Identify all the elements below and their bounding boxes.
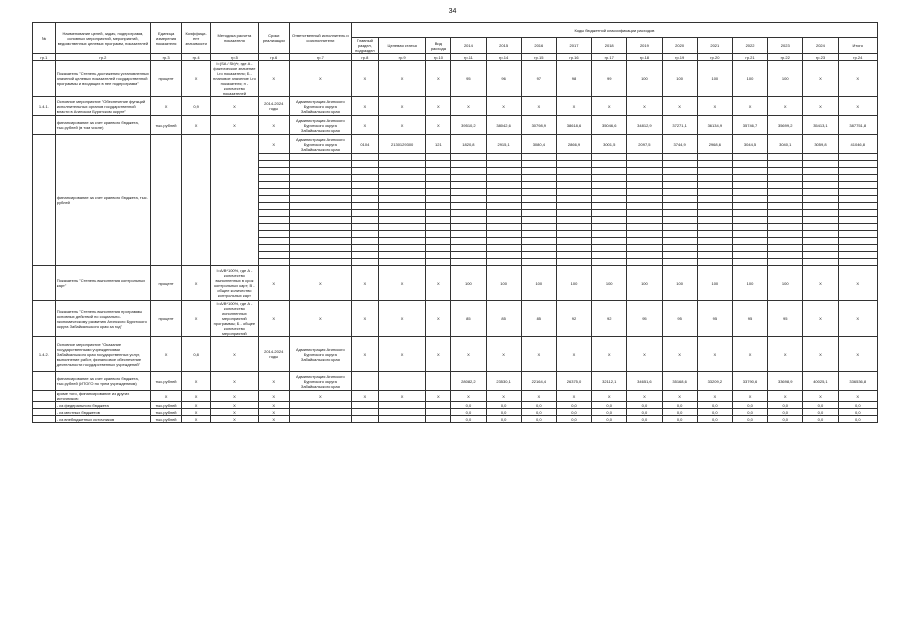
header-term: Сроки реализации xyxy=(258,23,289,54)
row-name: - из внебюджетных источников xyxy=(55,416,150,423)
row-value: 97 xyxy=(521,61,556,97)
row-name: Основное мероприятие "Обеспечение функций исполнительных органов государственной власти в Агинском Бурятском округе" xyxy=(55,97,150,116)
row-vr: 121 xyxy=(426,135,451,154)
col-num: гр.14 xyxy=(486,54,521,61)
row-name: кроме того, финансирование из других источников: xyxy=(55,391,150,402)
row-value: 100 xyxy=(627,61,662,97)
col-num: гр.15 xyxy=(521,54,556,61)
row-value: X xyxy=(803,301,838,337)
row-name: финансирование за счет краевого бюджета, тыс.рублей (в том числе) xyxy=(55,116,150,135)
col-num: гр.3 xyxy=(151,54,182,61)
row-value: 100 xyxy=(556,266,591,301)
col-num: гр.8 xyxy=(351,54,378,61)
row-value: X xyxy=(803,61,838,97)
col-num: гр.10 xyxy=(426,54,451,61)
row-value: 95 xyxy=(627,301,662,337)
row-value: 100 xyxy=(592,266,627,301)
header-vr: Вид расхода xyxy=(426,38,451,54)
header-codes: Коды бюджетной классификации расходов xyxy=(351,23,877,38)
header-method: Методика расчета показателя xyxy=(211,23,259,54)
table-row: финансирование за счет краевого бюджета, тыс.рублей (в том числе) тыс.рублей X X X Администрация Агинского Бурятского округа Забайкальского края X X X 39510,2 38042,6 30798,9 38618,6 35046,6 34812,9 37271,1 36134,9 35746,7 35699,2 35413,1 387751,8 xyxy=(33,116,878,135)
row-value: 32112,1 xyxy=(592,372,627,391)
col-num: гр.20 xyxy=(697,54,732,61)
budget-table xyxy=(32,22,878,423)
page-number: 34 xyxy=(448,8,457,15)
row-exec: Администрация Агинского Бурятского округа Забайкальского края xyxy=(289,337,351,372)
row-value: 100 xyxy=(662,61,697,97)
row-value: 37271,1 xyxy=(662,116,697,135)
row-value: 23530,1 xyxy=(486,372,521,391)
row-value: 33698,9 xyxy=(768,372,803,391)
row-value: 92 xyxy=(556,301,591,337)
header-year: 2016 xyxy=(521,38,556,54)
table-row: кроме того, финансирование из других источников: X X X X X X X X X X X X X X X X X X X X xyxy=(33,391,878,402)
row-value: 41046,8 xyxy=(838,135,877,154)
header-unit: Единица измерения показателя xyxy=(151,23,182,54)
col-num: гр.23 xyxy=(803,54,838,61)
col-num: гр.7 xyxy=(289,54,351,61)
column-number-row xyxy=(33,54,878,61)
header-year: 2024 xyxy=(803,38,838,54)
row-value: 3001,5 xyxy=(592,135,627,154)
row-value: 99 xyxy=(592,61,627,97)
row-value: 40025,1 xyxy=(803,372,838,391)
row-name: финансирование за счет краевого бюджета, тыс. рублей xyxy=(55,135,150,266)
row-name: - из федерального бюджета xyxy=(55,402,150,409)
row-unit: процент xyxy=(151,301,182,337)
row-value: 95 xyxy=(768,301,803,337)
row-value: 387751,8 xyxy=(838,116,877,135)
header-year: 2022 xyxy=(732,38,767,54)
col-num: гр.24 xyxy=(838,54,877,61)
header-year: 2019 xyxy=(627,38,662,54)
row-unit: процент xyxy=(151,266,182,301)
row-unit: тыс.рублей xyxy=(151,409,182,416)
table-row: 1.4.1. Основное мероприятие "Обеспечение функций исполнительных органов государственной власти в Агинском Бурятском округе" X 0,9 X 2014-2024 годы Администрация Агинского Бурятского округа Забайкальского края X X X X X X X X X X X X X X X xyxy=(33,97,878,116)
row-value: 28082,2 xyxy=(451,372,486,391)
col-num: гр.6 xyxy=(258,54,289,61)
row-value: 2866,9 xyxy=(556,135,591,154)
row-unit: тыс.рублей xyxy=(151,416,182,423)
header-year: 2020 xyxy=(662,38,697,54)
row-value: 95 xyxy=(451,61,486,97)
col-num: гр.18 xyxy=(627,54,662,61)
row-exec: Администрация Агинского Бурятского округа Забайкальского края xyxy=(289,116,351,135)
row-name: Основное мероприятие "Оказание государственными учреждениями Забайкальского края государственных услуг, выполнение работ, финансовое обеспечение деятельности государственных учреждений" xyxy=(55,337,150,372)
row-value: 96 xyxy=(486,61,521,97)
table-row: финансирование за счет краевого бюджета, тыс. рублей X Администрация Агинского Бурятского округа Забайкальского края 0104 2130129300 121 1820,8 2915,1 3080,4 2866,9 3001,5 2097,5 3744,9 2968,6 3044,5 3040,1 3059,8 41046,8 xyxy=(33,135,878,154)
row-value: 95 xyxy=(662,301,697,337)
row-value: 85 xyxy=(486,301,521,337)
header-year: 2014 xyxy=(451,38,486,54)
row-value: 35699,2 xyxy=(768,116,803,135)
row-value: 3059,8 xyxy=(803,135,838,154)
header-year: 2021 xyxy=(697,38,732,54)
row-term: 2014-2024 годы xyxy=(258,337,289,372)
row-value: 100 xyxy=(486,266,521,301)
table-row: - из федерального бюджета тыс.рублей X X X 0,0 0,0 0,0 0,0 0,0 0,0 0,0 0,0 0,0 0,0 0,0 0,0 xyxy=(33,402,878,409)
row-value: 336536,8 xyxy=(838,372,877,391)
col-num: гр.4 xyxy=(182,54,211,61)
row-name: - из местных бюджетов xyxy=(55,409,150,416)
row-value: 100 xyxy=(451,266,486,301)
header-exec: Ответственный исполнитель и соисполнители xyxy=(289,23,351,54)
row-value: 3040,1 xyxy=(768,135,803,154)
table-row: финансирование за счет краевого бюджета, тыс.рублей (ИТОГО по трем учреждениям) тыс.рублей X X X Администрация Агинского Бурятского округа Забайкальского края 28082,2 23530,1 22164,4 26375,0 32112,1 34651,6 35168,6 33209,2 33790,6 33698,9 40025,1 336536,8 xyxy=(33,372,878,391)
row-value: 100 xyxy=(768,61,803,97)
header-grbs: Главный раздел, подраздел xyxy=(351,38,378,54)
row-unit: тыс.рублей xyxy=(151,372,182,391)
table-row: - из внебюджетных источников тыс.рублей X X X 0,0 0,0 0,0 0,0 0,0 0,0 0,0 0,0 0,0 0,0 0,0 0,0 xyxy=(33,416,878,423)
row-name: Показатель "Степень достижения установленных значений целевых показателей государственной программы и входящих в нее подпрограмм" xyxy=(55,61,150,97)
row-value: 30798,9 xyxy=(521,116,556,135)
row-method: I=(SA / Sb)*r, где A - фактическое значение i-го показателя; Б - плановое значение i-го показателя; п - количество показателей xyxy=(211,61,259,97)
row-value: 100 xyxy=(768,266,803,301)
row-number: 1.4.1. xyxy=(33,97,56,116)
row-exec: Администрация Агинского Бурятского округа Забайкальского края xyxy=(289,135,351,154)
row-value: 35746,7 xyxy=(732,116,767,135)
col-num: гр.9 xyxy=(378,54,426,61)
row-number: 1.4.2. xyxy=(33,337,56,372)
table-row: 1.4.2. Основное мероприятие "Оказание государственными учреждениями Забайкальского края государственных услуг, выполнение работ, финансовое обеспечение деятельности государственных учреждений" X 0,8 X 2014-2024 годы Администрация Агинского Бурятского округа Забайкальского края X X X X X X X X X X X X X X X xyxy=(33,337,878,372)
row-method: I=A/B*100%, где A - количество выполненных в срок контрольных карт; B - общее количество контрольных карт xyxy=(211,266,259,301)
row-unit: тыс.рублей xyxy=(151,402,182,409)
header-row-1 xyxy=(33,23,878,38)
row-value: 34651,6 xyxy=(627,372,662,391)
row-value: 1820,8 xyxy=(451,135,486,154)
row-value: 35046,6 xyxy=(592,116,627,135)
row-value: 26375,0 xyxy=(556,372,591,391)
row-value: 36134,9 xyxy=(697,116,732,135)
row-grbs: 0104 xyxy=(351,135,378,154)
header-no: № xyxy=(33,23,56,54)
col-num: гр.21 xyxy=(732,54,767,61)
row-unit: процент xyxy=(151,61,182,97)
table-row: Показатель "Степень выполнения программы основных действий по социально-экономическому развитию Агинского Бурятского округа Забайкальского края за год" процент X I=A/B*100%, где A - количество исполненных мероприятий программы; Б - общее количество мероприятий X X X X X 85 85 85 92 92 95 95 95 95 95 X X xyxy=(33,301,878,337)
header-year: 2015 xyxy=(486,38,521,54)
table-row: Показатель "Степень достижения установленных значений целевых показателей государственной программы и входящих в нее подпрограмм" процент X I=(SA / Sb)*r, где A - фактическое значение i-го показателя; Б - плановое значение i-го показателя; п - количество показателей X X X X X 95 96 97 98 99 100 100 100 100 100 X X xyxy=(33,61,878,97)
row-value: 33209,2 xyxy=(697,372,732,391)
row-value: 38042,6 xyxy=(486,116,521,135)
row-value: 100 xyxy=(732,266,767,301)
row-value: 92 xyxy=(592,301,627,337)
col-num: гр.1 xyxy=(33,54,56,61)
table-row: Показатель "Степень выполнения контрольных карт" процент X I=A/B*100%, где A - количество выполненных в срок контрольных карт; B - общее количество контрольных карт X X X X X 100 100 100 100 100 100 100 100 100 100 X X xyxy=(33,266,878,301)
col-num: гр.17 xyxy=(592,54,627,61)
row-value: 3080,4 xyxy=(521,135,556,154)
col-num: гр.19 xyxy=(662,54,697,61)
table-row: - из местных бюджетов тыс.рублей X X X 0,0 0,0 0,0 0,0 0,0 0,0 0,0 0,0 0,0 0,0 0,0 0,0 xyxy=(33,409,878,416)
row-value: 39510,2 xyxy=(451,116,486,135)
row-value: 2097,5 xyxy=(627,135,662,154)
row-name: Показатель "Степень выполнения контрольных карт" xyxy=(55,266,150,301)
row-value: 100 xyxy=(697,266,732,301)
row-method: I=A/B*100%, где A - количество исполненных мероприятий программы; Б - общее количество мероприятий xyxy=(211,301,259,337)
row-value: 100 xyxy=(627,266,662,301)
row-value: 33790,6 xyxy=(732,372,767,391)
row-name: Показатель "Степень выполнения программы основных действий по социально-экономическому развитию Агинского Бурятского округа Забайкальского края за год" xyxy=(55,301,150,337)
row-unit: тыс.рублей xyxy=(151,116,182,135)
row-value: 95 xyxy=(697,301,732,337)
row-value: 2968,6 xyxy=(697,135,732,154)
col-num: гр.5 xyxy=(211,54,259,61)
header-year: 2018 xyxy=(592,38,627,54)
row-value: 35413,1 xyxy=(803,116,838,135)
header-name: Наименование целей, задач, подпрограмм, основных мероприятий, мероприятий, ведомственных целевых программ, показателей xyxy=(55,23,150,54)
header-target: Целевая статья xyxy=(378,38,426,54)
row-value: 2915,1 xyxy=(486,135,521,154)
row-value: 38618,6 xyxy=(556,116,591,135)
header-total: Итого xyxy=(838,38,877,54)
header-year: 2017 xyxy=(556,38,591,54)
col-num: гр.11 xyxy=(451,54,486,61)
col-num: гр.16 xyxy=(556,54,591,61)
row-coef: 0,8 xyxy=(182,337,211,372)
col-num: гр.22 xyxy=(768,54,803,61)
row-value: 100 xyxy=(732,61,767,97)
row-target: 2130129300 xyxy=(378,135,426,154)
row-value: 85 xyxy=(521,301,556,337)
row-term: 2014-2024 годы xyxy=(258,97,289,116)
row-value: 100 xyxy=(697,61,732,97)
row-value: 85 xyxy=(451,301,486,337)
header-year: 2023 xyxy=(768,38,803,54)
row-value: 34812,9 xyxy=(627,116,662,135)
row-value: X xyxy=(803,266,838,301)
row-value: 100 xyxy=(662,266,697,301)
col-num: гр.2 xyxy=(55,54,150,61)
row-value: 22164,4 xyxy=(521,372,556,391)
row-value: 98 xyxy=(556,61,591,97)
row-value: 3744,9 xyxy=(662,135,697,154)
row-value: 3044,5 xyxy=(732,135,767,154)
row-value: 100 xyxy=(521,266,556,301)
row-coef: 0,9 xyxy=(182,97,211,116)
row-value: 35168,6 xyxy=(662,372,697,391)
row-value: 95 xyxy=(732,301,767,337)
row-name: финансирование за счет краевого бюджета, тыс.рублей (ИТОГО по трем учреждениям) xyxy=(55,372,150,391)
header-coef: Коэффици-ент значимости xyxy=(182,23,211,54)
row-exec: Администрация Агинского Бурятского округа Забайкальского края xyxy=(289,97,351,116)
row-exec: Администрация Агинского Бурятского округа Забайкальского края xyxy=(289,372,351,391)
